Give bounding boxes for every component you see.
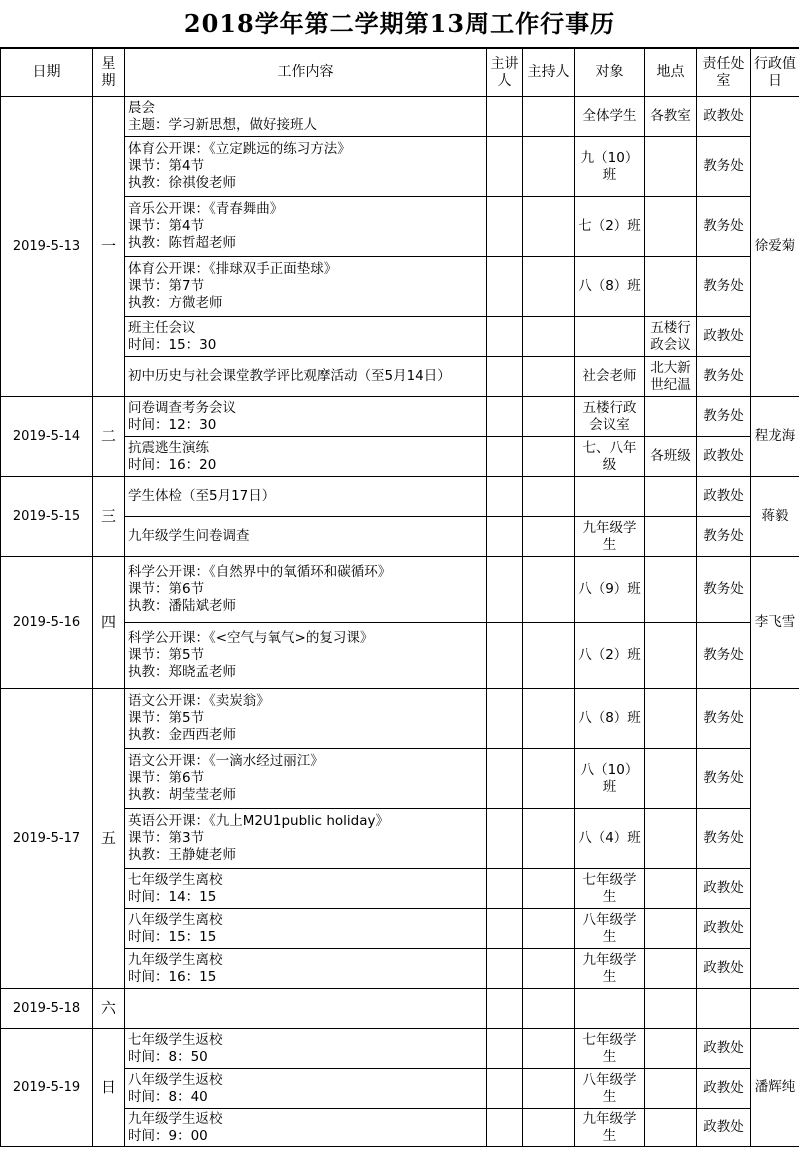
place-cell <box>645 689 697 749</box>
content-line: 时间：16：15 <box>128 968 217 985</box>
dept-cell: 政教处 <box>697 909 751 949</box>
place-cell <box>645 623 697 689</box>
date-cell: 2019-5-18 <box>1 989 93 1029</box>
host-cell <box>523 557 575 623</box>
place-cell <box>645 989 697 1029</box>
content-line: 学生体检（至5月17日） <box>128 488 276 504</box>
header-row <box>1 49 799 97</box>
content-cell <box>125 97 487 137</box>
host-cell <box>523 989 575 1029</box>
speaker-cell <box>487 557 523 623</box>
content-line: 班主任会议 <box>128 319 196 336</box>
content-cell <box>125 437 487 477</box>
content-line: 问卷调查考务会议 <box>128 399 236 416</box>
content-line: 语文公开课：《一滴水经过丽江》 <box>128 753 324 769</box>
content-line: 科学公开课：《自然界中的氧循环和碳循环》 <box>128 564 392 580</box>
place-cell <box>645 1069 697 1109</box>
content-line: 课节：第5节 <box>128 710 205 726</box>
speaker-cell <box>487 623 523 689</box>
dept-cell: 教务处 <box>697 397 751 437</box>
dept-cell: 教务处 <box>697 137 751 197</box>
table-row <box>1 689 799 749</box>
target-cell: 全体学生 <box>575 97 645 137</box>
place-cell: 五楼行政会议 <box>645 317 697 357</box>
speaker-cell <box>487 137 523 197</box>
content-cell <box>125 909 487 949</box>
table-row <box>1 97 799 137</box>
header-date: 日期 <box>1 49 93 97</box>
place-cell <box>645 137 697 197</box>
target-cell: 九年级学生 <box>575 1109 645 1147</box>
place-cell: 各教室 <box>645 97 697 137</box>
speaker-cell <box>487 97 523 137</box>
target-cell <box>575 477 645 517</box>
content-line: 七年级学生离校 <box>128 871 223 888</box>
content-cell <box>125 949 487 989</box>
place-cell <box>645 869 697 909</box>
duty-cell: 程龙海 <box>751 397 799 477</box>
header-place: 地点 <box>645 49 697 97</box>
place-cell <box>645 517 697 557</box>
host-cell <box>523 749 575 809</box>
target-cell: 五楼行政会议室 <box>575 397 645 437</box>
header-host: 主持人 <box>523 49 575 97</box>
speaker-cell <box>487 437 523 477</box>
host-cell <box>523 1069 575 1109</box>
content-cell <box>125 869 487 909</box>
dept-cell: 教务处 <box>697 257 751 317</box>
host-cell <box>523 437 575 477</box>
header-dept: 责任处室 <box>697 49 751 97</box>
dept-cell <box>697 989 751 1029</box>
dept-cell: 教务处 <box>697 517 751 557</box>
content-line: 九年级学生离校 <box>128 951 223 968</box>
target-cell: 八（4）班 <box>575 809 645 869</box>
date-cell: 2019-5-17 <box>1 689 93 989</box>
target-cell: 八（10）班 <box>575 749 645 809</box>
host-cell <box>523 689 575 749</box>
host-cell <box>523 949 575 989</box>
host-cell <box>523 137 575 197</box>
header-duty: 行政值日 <box>751 49 799 97</box>
date-cell: 2019-5-13 <box>1 97 93 397</box>
place-cell <box>645 809 697 869</box>
date-cell: 2019-5-15 <box>1 477 93 557</box>
content-cell <box>125 517 487 557</box>
header-target: 对象 <box>575 49 645 97</box>
place-cell <box>645 557 697 623</box>
content-line: 时间：8：50 <box>128 1048 208 1065</box>
content-line: 执教：胡莹莹老师 <box>128 787 236 803</box>
dept-cell: 教务处 <box>697 557 751 623</box>
content-line: 执教：陈哲超老师 <box>128 235 236 251</box>
host-cell <box>523 397 575 437</box>
content-line: 课节：第6节 <box>128 770 205 786</box>
content-line: 抗震逃生演练 <box>128 439 209 456</box>
content-line: 主题：学习新思想，做好接班人 <box>128 116 317 133</box>
weekday-cell: 日 <box>93 1029 125 1147</box>
target-cell: 九年级学生 <box>575 517 645 557</box>
host-cell <box>523 357 575 397</box>
content-cell <box>125 749 487 809</box>
dept-cell: 政教处 <box>697 1109 751 1147</box>
place-cell <box>645 477 697 517</box>
content-line: 八年级学生返校 <box>128 1071 223 1088</box>
target-cell: 七（2）班 <box>575 197 645 257</box>
speaker-cell <box>487 397 523 437</box>
speaker-cell <box>487 357 523 397</box>
table-row <box>1 989 799 1029</box>
host-cell <box>523 909 575 949</box>
content-line: 九年级学生问卷调查 <box>128 528 250 544</box>
speaker-cell <box>487 477 523 517</box>
table-row <box>1 397 799 437</box>
host-cell <box>523 477 575 517</box>
content-line: 时间：15：30 <box>128 336 217 353</box>
place-cell <box>645 257 697 317</box>
target-cell <box>575 989 645 1029</box>
place-cell <box>645 397 697 437</box>
content-line: 语文公开课：《卖炭翁》 <box>128 693 270 709</box>
content-line: 课节：第4节 <box>128 158 205 174</box>
content-line: 课节：第7节 <box>128 278 205 294</box>
header-weekday: 星期 <box>93 49 125 97</box>
weekday-cell: 六 <box>93 989 125 1029</box>
target-cell: 八（9）班 <box>575 557 645 623</box>
speaker-cell <box>487 909 523 949</box>
target-cell: 七年级学生 <box>575 1029 645 1069</box>
speaker-cell <box>487 749 523 809</box>
target-cell <box>575 317 645 357</box>
target-cell: 九（10）班 <box>575 137 645 197</box>
host-cell <box>523 1109 575 1147</box>
speaker-cell <box>487 1109 523 1147</box>
target-cell: 八（8）班 <box>575 689 645 749</box>
date-cell: 2019-5-14 <box>1 397 93 477</box>
content-line: 体育公开课：《排球双手正面垫球》 <box>128 261 338 277</box>
host-cell <box>523 97 575 137</box>
weekday-cell: 三 <box>93 477 125 557</box>
target-cell: 九年级学生 <box>575 949 645 989</box>
content-line: 时间：16：20 <box>128 456 217 473</box>
content-cell <box>125 477 487 517</box>
content-cell <box>125 557 487 623</box>
date-cell: 2019-5-19 <box>1 1029 93 1147</box>
content-line: 体育公开课：《立定跳远的练习方法》 <box>128 141 351 157</box>
content-cell <box>125 809 487 869</box>
target-cell: 七、八年级 <box>575 437 645 477</box>
target-cell: 八年级学生 <box>575 909 645 949</box>
page-title: 2018学年第二学期第13周工作行事历 <box>0 0 799 48</box>
content-line: 英语公开课：《九上M2U1public holiday》 <box>128 813 390 829</box>
place-cell: 北大新世纪温 <box>645 357 697 397</box>
target-cell: 社会老师 <box>575 357 645 397</box>
table-row <box>1 477 799 517</box>
content-line: 七年级学生返校 <box>128 1031 223 1048</box>
host-cell <box>523 197 575 257</box>
dept-cell: 教务处 <box>697 809 751 869</box>
place-cell <box>645 749 697 809</box>
place-cell <box>645 1029 697 1069</box>
host-cell <box>523 809 575 869</box>
duty-cell: 潘辉纯 <box>751 1029 799 1147</box>
dept-cell: 政教处 <box>697 317 751 357</box>
duty-cell: 李飞雪 <box>751 557 799 689</box>
content-line: 时间：8：40 <box>128 1088 208 1105</box>
speaker-cell <box>487 989 523 1029</box>
place-cell <box>645 1109 697 1147</box>
content-line: 课节：第5节 <box>128 647 205 663</box>
weekday-cell: 四 <box>93 557 125 689</box>
content-line: 课节：第4节 <box>128 218 205 234</box>
content-line: 科学公开课：《<空气与氧气>的复习课》 <box>128 630 374 646</box>
table-row <box>1 557 799 623</box>
content-line: 音乐公开课：《青春舞曲》 <box>128 201 284 217</box>
content-cell <box>125 1109 487 1147</box>
target-cell: 八（8）班 <box>575 257 645 317</box>
speaker-cell <box>487 1069 523 1109</box>
speaker-cell <box>487 197 523 257</box>
content-cell <box>125 989 487 1029</box>
content-line: 九年级学生返校 <box>128 1110 223 1127</box>
host-cell <box>523 257 575 317</box>
speaker-cell <box>487 317 523 357</box>
host-cell <box>523 869 575 909</box>
dept-cell: 政教处 <box>697 477 751 517</box>
dept-cell: 教务处 <box>697 623 751 689</box>
date-cell: 2019-5-16 <box>1 557 93 689</box>
content-line: 时间：12：30 <box>128 416 217 433</box>
dept-cell: 政教处 <box>697 1029 751 1069</box>
content-cell <box>125 317 487 357</box>
content-cell <box>125 689 487 749</box>
content-line: 执教：徐祺俊老师 <box>128 175 236 191</box>
content-line: 执教：金西西老师 <box>128 727 236 743</box>
content-cell <box>125 357 487 397</box>
content-line: 时间：14：15 <box>128 888 217 905</box>
dept-cell: 教务处 <box>697 689 751 749</box>
dept-cell: 政教处 <box>697 949 751 989</box>
speaker-cell <box>487 809 523 869</box>
target-cell: 八年级学生 <box>575 1069 645 1109</box>
speaker-cell <box>487 257 523 317</box>
content-line: 时间：15：15 <box>128 928 217 945</box>
header-speaker: 主讲人 <box>487 49 523 97</box>
weekday-cell: 五 <box>93 689 125 989</box>
content-cell <box>125 197 487 257</box>
content-line: 课节：第6节 <box>128 581 205 597</box>
place-cell <box>645 909 697 949</box>
dept-cell: 政教处 <box>697 97 751 137</box>
place-cell: 各班级 <box>645 437 697 477</box>
host-cell <box>523 623 575 689</box>
dept-cell: 政教处 <box>697 869 751 909</box>
content-line: 执教：王静婕老师 <box>128 847 236 863</box>
speaker-cell <box>487 517 523 557</box>
duty-cell <box>751 989 799 1029</box>
content-line: 初中历史与社会课堂教学评比观摩活动（至5月14日） <box>128 368 451 384</box>
content-line: 执教：郑晓孟老师 <box>128 664 236 680</box>
dept-cell: 教务处 <box>697 749 751 809</box>
content-cell <box>125 137 487 197</box>
speaker-cell <box>487 949 523 989</box>
place-cell <box>645 949 697 989</box>
duty-cell <box>751 689 799 989</box>
content-cell <box>125 257 487 317</box>
dept-cell: 政教处 <box>697 437 751 477</box>
dept-cell: 教务处 <box>697 357 751 397</box>
content-cell <box>125 1029 487 1069</box>
duty-cell: 徐爱菊 <box>751 97 799 397</box>
content-cell <box>125 623 487 689</box>
content-cell <box>125 1069 487 1109</box>
content-line: 时间：9：00 <box>128 1127 208 1144</box>
speaker-cell <box>487 689 523 749</box>
speaker-cell <box>487 869 523 909</box>
target-cell: 七年级学生 <box>575 869 645 909</box>
content-line: 执教：潘陆斌老师 <box>128 598 236 614</box>
host-cell <box>523 517 575 557</box>
table-row <box>1 1029 799 1069</box>
place-cell <box>645 197 697 257</box>
content-cell <box>125 397 487 437</box>
duty-cell: 蒋毅 <box>751 477 799 557</box>
weekday-cell: 一 <box>93 97 125 397</box>
schedule-table <box>0 48 799 1147</box>
schedule-body <box>1 97 799 1147</box>
weekday-cell: 二 <box>93 397 125 477</box>
dept-cell: 教务处 <box>697 197 751 257</box>
content-line: 晨会 <box>128 99 155 116</box>
target-cell: 八（2）班 <box>575 623 645 689</box>
header-content: 工作内容 <box>125 49 487 97</box>
content-line: 课节：第3节 <box>128 830 205 846</box>
host-cell <box>523 317 575 357</box>
content-line: 八年级学生离校 <box>128 911 223 928</box>
speaker-cell <box>487 1029 523 1069</box>
content-line: 执教：方微老师 <box>128 295 223 311</box>
dept-cell: 政教处 <box>697 1069 751 1109</box>
host-cell <box>523 1029 575 1069</box>
